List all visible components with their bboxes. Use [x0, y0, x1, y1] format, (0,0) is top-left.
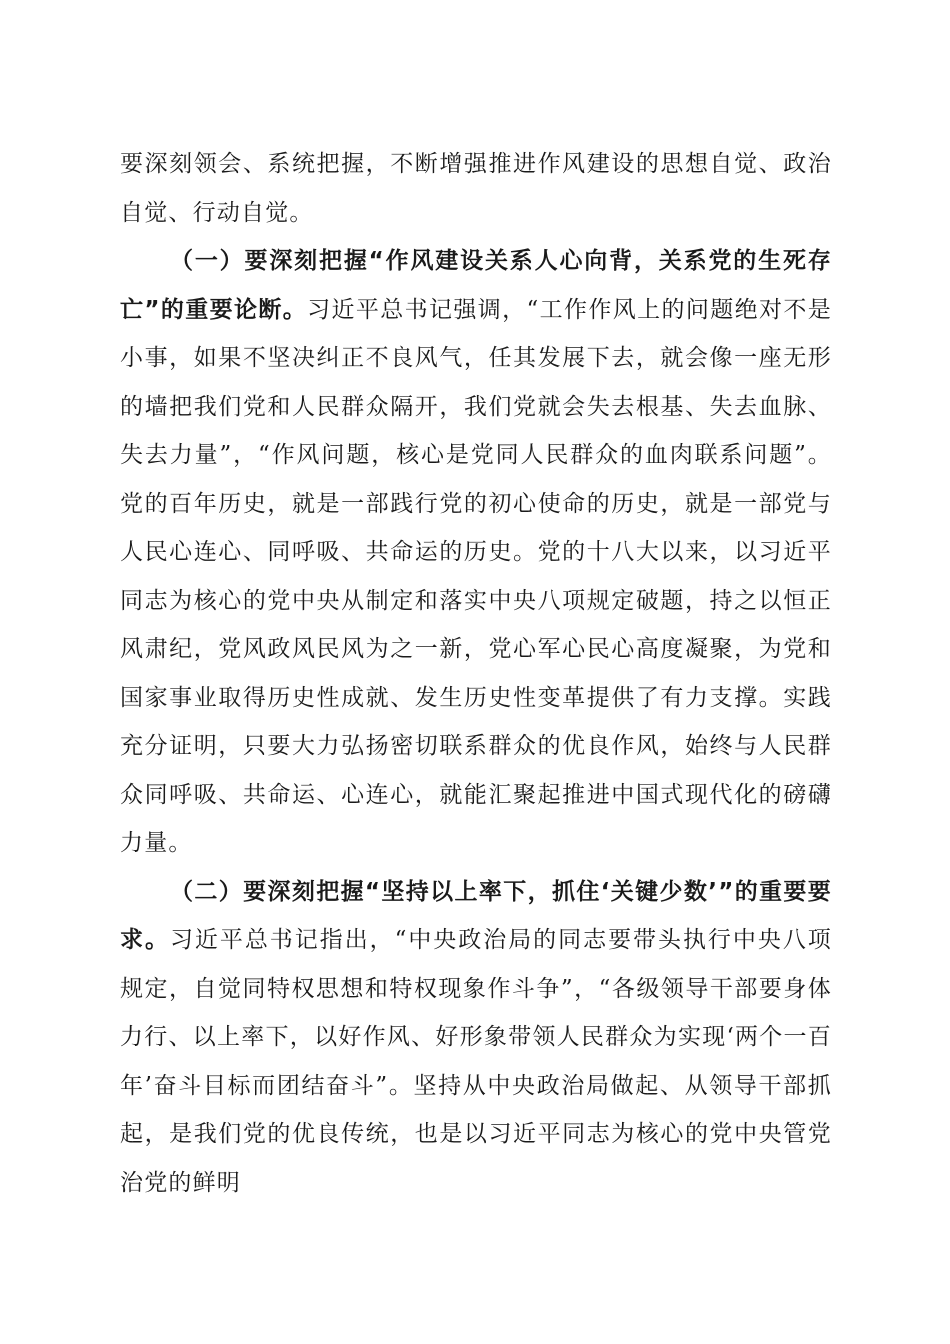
paragraph-body: 要深刻领会、系统把握，不断增强推进作风建设的思想自觉、政治自觉、行动自觉。: [120, 151, 832, 226]
paragraph-body: 习近平总书记指出，“中央政治局的同志要带头执行中央八项规定，自觉同特权思想和特权现象作斗争”，“各级领导干部要身体力行、以上率下，以好作风、好形象带领人民群众为实现‘两个一百年’奋斗目标而团结奋斗”。坚持从中央政治局做起、从领导干部抓起，是我们党的优良传统，也是以习近平同志为核心的党中央管党治党的鲜明: [120, 927, 832, 1196]
paragraph-body: 习近平总书记强调，“工作作风上的问题绝对不是小事，如果不坚决纠正不良风气，任其发展下去，就会像一座无形的墙把我们党和人民群众隔开，我们党就会失去根基、失去血脉、失去力量”，“作风问题，核心是党同人民群众的血肉联系问题”。党的百年历史，就是一部践行党的初心使命的历史，就是一部党与人民心连心、同呼吸、共命运的历史。党的十八大以来，以习近平同志为核心的党中央从制定和落实中央八项规定破题，持之以恒正风肃纪，党风政风民风为之一新，党心军心民心高度凝聚，为党和国家事业取得历史性成就、发生历史性变革提供了有力支撑。实践充分证明，只要大力弘扬密切联系群众的优良作风，始终与人民群众同呼吸、共命运、心连心，就能汇聚起推进中国式现代化的磅礴力量。: [120, 296, 832, 856]
paragraph-section-1: [120, 237, 832, 868]
section-heading: （一）要深刻把握“作风建设关系人心向背，关系党的生死存亡”的重要论断。: [120, 248, 832, 323]
paragraph-continuation: [120, 140, 832, 237]
section-heading: （二）要深刻把握“坚持以上率下，抓住‘关键少数’”的重要要求。: [120, 878, 832, 953]
document-body: [120, 140, 832, 1207]
paragraph-section-2: [120, 868, 832, 1208]
